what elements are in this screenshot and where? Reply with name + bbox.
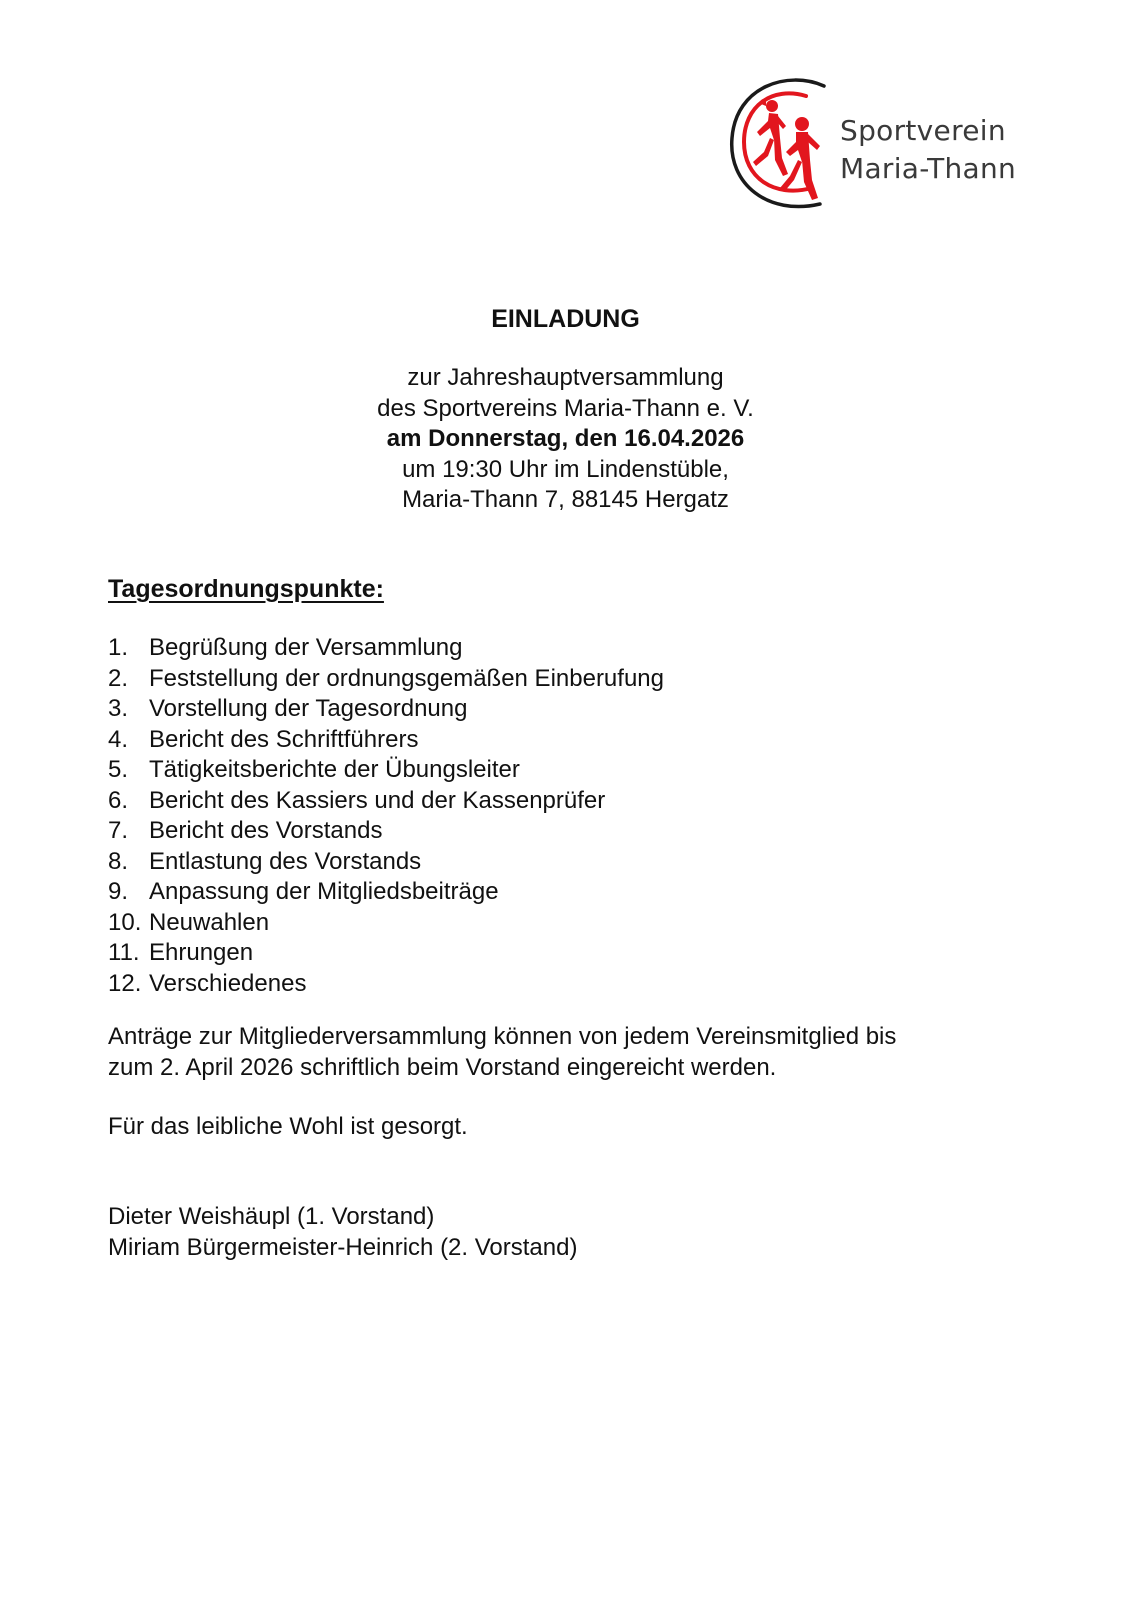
signature-second-chair: Miriam Bürgermeister-Heinrich (2. Vorstand) <box>108 1233 578 1261</box>
agenda-item-number: 2. <box>108 664 129 692</box>
club-logo <box>728 76 1028 216</box>
agenda-item-text: Neuwahlen <box>149 908 270 936</box>
agenda-item-text: Feststellung der ordnungsgemäßen Einberufung <box>149 664 664 692</box>
meeting-time-place: um 19:30 Uhr im Lindenstüble, <box>402 455 729 483</box>
agenda-item-number: 4. <box>108 725 129 753</box>
agenda-item-text: Verschiedenes <box>149 969 307 997</box>
intro-line-1: zur Jahreshauptversammlung <box>407 364 724 391</box>
agenda-item-text: Tätigkeitsberichte der Übungsleiter <box>149 756 520 783</box>
agenda-item-number: 7. <box>108 817 129 844</box>
club-name <box>840 112 1016 188</box>
agenda-item-number: 9. <box>108 878 129 905</box>
agenda-item-text: Vorstellung der Tagesordnung <box>149 695 468 722</box>
club-name-line1: Sportverein <box>840 114 1006 147</box>
page-title: EINLADUNG <box>491 305 640 333</box>
signature-first-chair: Dieter Weishäupl (1. Vorstand) <box>108 1203 435 1230</box>
agenda-item <box>108 725 664 756</box>
agenda-item-text: Bericht des Kassiers und der Kassenprüfer <box>149 786 606 814</box>
agenda-item <box>108 938 664 969</box>
meeting-date: am Donnerstag, den 16.04.2026 <box>386 425 745 452</box>
club-name-line2: Maria-Thann <box>840 152 1017 185</box>
agenda-list <box>108 633 664 999</box>
agenda-item <box>108 664 664 695</box>
agenda-item <box>108 786 664 817</box>
agenda-item <box>108 633 664 664</box>
agenda-item <box>108 816 664 847</box>
agenda-item-number: 1. <box>108 634 129 661</box>
agenda-item-text: Anpassung der Mitgliedsbeiträge <box>149 878 499 905</box>
agenda-item-text: Bericht des Schriftführers <box>149 725 419 753</box>
agenda-item-number: 3. <box>108 695 129 722</box>
agenda-item <box>108 755 664 786</box>
agenda-item-number: 10. <box>108 908 142 936</box>
agenda-item <box>108 694 664 725</box>
motions-notice-line-1: Anträge zur Mitgliederversammlung können von jedem Vereinsmitglied bis <box>108 1023 897 1050</box>
two-runners-icon <box>728 76 838 216</box>
agenda-item-text: Ehrungen <box>149 939 254 966</box>
agenda-item-number: 12. <box>108 969 142 997</box>
agenda-item-number: 8. <box>108 847 129 875</box>
agenda-item <box>108 908 664 939</box>
motions-notice-line-2: zum 2. April 2026 schriftlich beim Vorstand eingereicht werden. <box>108 1053 777 1081</box>
agenda-item-text: Entlastung des Vorstands <box>149 847 422 875</box>
intro-line-2: des Sportvereins Maria-Thann e. V. <box>377 394 754 422</box>
agenda-item-number: 6. <box>108 786 129 814</box>
meeting-address: Maria-Thann 7, 88145 Hergatz <box>402 486 729 513</box>
agenda-heading: Tagesordnungspunkte: <box>108 575 384 603</box>
agenda-item <box>108 877 664 908</box>
agenda-item <box>108 969 664 1000</box>
agenda-item-text: Bericht des Vorstands <box>149 817 383 844</box>
agenda-item-number: 5. <box>108 756 129 783</box>
catering-note: Für das leibliche Wohl ist gesorgt. <box>108 1113 468 1140</box>
signature-block <box>108 1202 577 1263</box>
agenda-item-number: 11. <box>108 939 140 966</box>
invitation-details <box>0 363 1131 516</box>
agenda-item <box>108 847 664 878</box>
motions-notice <box>108 1022 1008 1083</box>
agenda-item-text: Begrüßung der Versammlung <box>149 634 463 661</box>
